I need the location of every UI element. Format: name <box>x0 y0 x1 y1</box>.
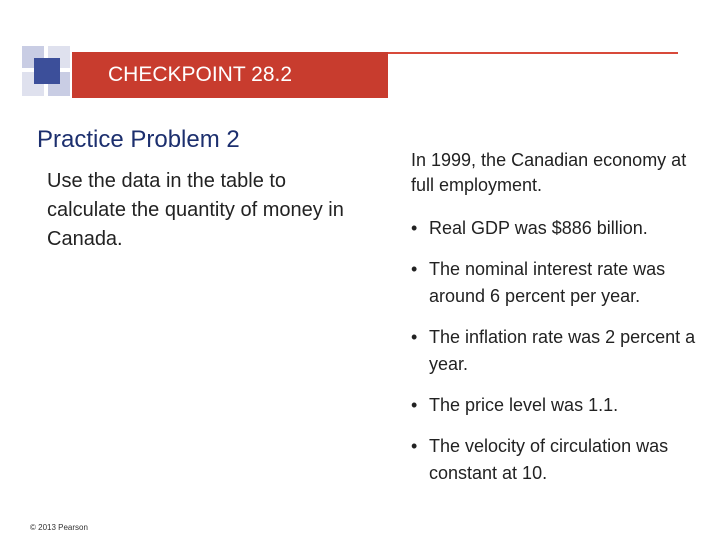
problem-text: Use the data in the table to calculate the quantity of money in Canada. <box>47 170 344 250</box>
bullet-dot: • <box>411 218 418 238</box>
bullet-dot: • <box>411 436 418 456</box>
fact-text: Real GDP was $886 billion. <box>429 218 648 238</box>
header-rule <box>388 52 678 54</box>
checkpoint-banner <box>72 52 388 98</box>
logo-square-main <box>34 58 60 84</box>
logo-squares <box>22 46 72 98</box>
fact-text: The price level was 1.1. <box>429 395 619 415</box>
fact-text: The nominal interest rate was around 6 percent per year. <box>429 259 666 306</box>
banner-title: CHECKPOINT 28.2 <box>108 63 293 86</box>
bullet-dot: • <box>411 395 418 415</box>
problem-heading: Practice Problem 2 <box>37 126 240 153</box>
facts-intro: In 1999, the Canadian economy at full employment. <box>411 150 687 195</box>
fact-bullet <box>411 433 701 487</box>
bullet-dot: • <box>411 259 418 279</box>
fact-bullet <box>411 392 701 419</box>
fact-bullet <box>411 256 701 310</box>
fact-bullet <box>411 324 701 378</box>
fact-text: The velocity of circulation was constant at 10. <box>429 436 669 483</box>
copyright: © 2013 Pearson <box>30 523 88 532</box>
facts-panel <box>411 148 701 501</box>
bullet-dot: • <box>411 327 418 347</box>
fact-text: The inflation rate was 2 percent a year. <box>429 327 696 374</box>
fact-bullet <box>411 215 701 242</box>
